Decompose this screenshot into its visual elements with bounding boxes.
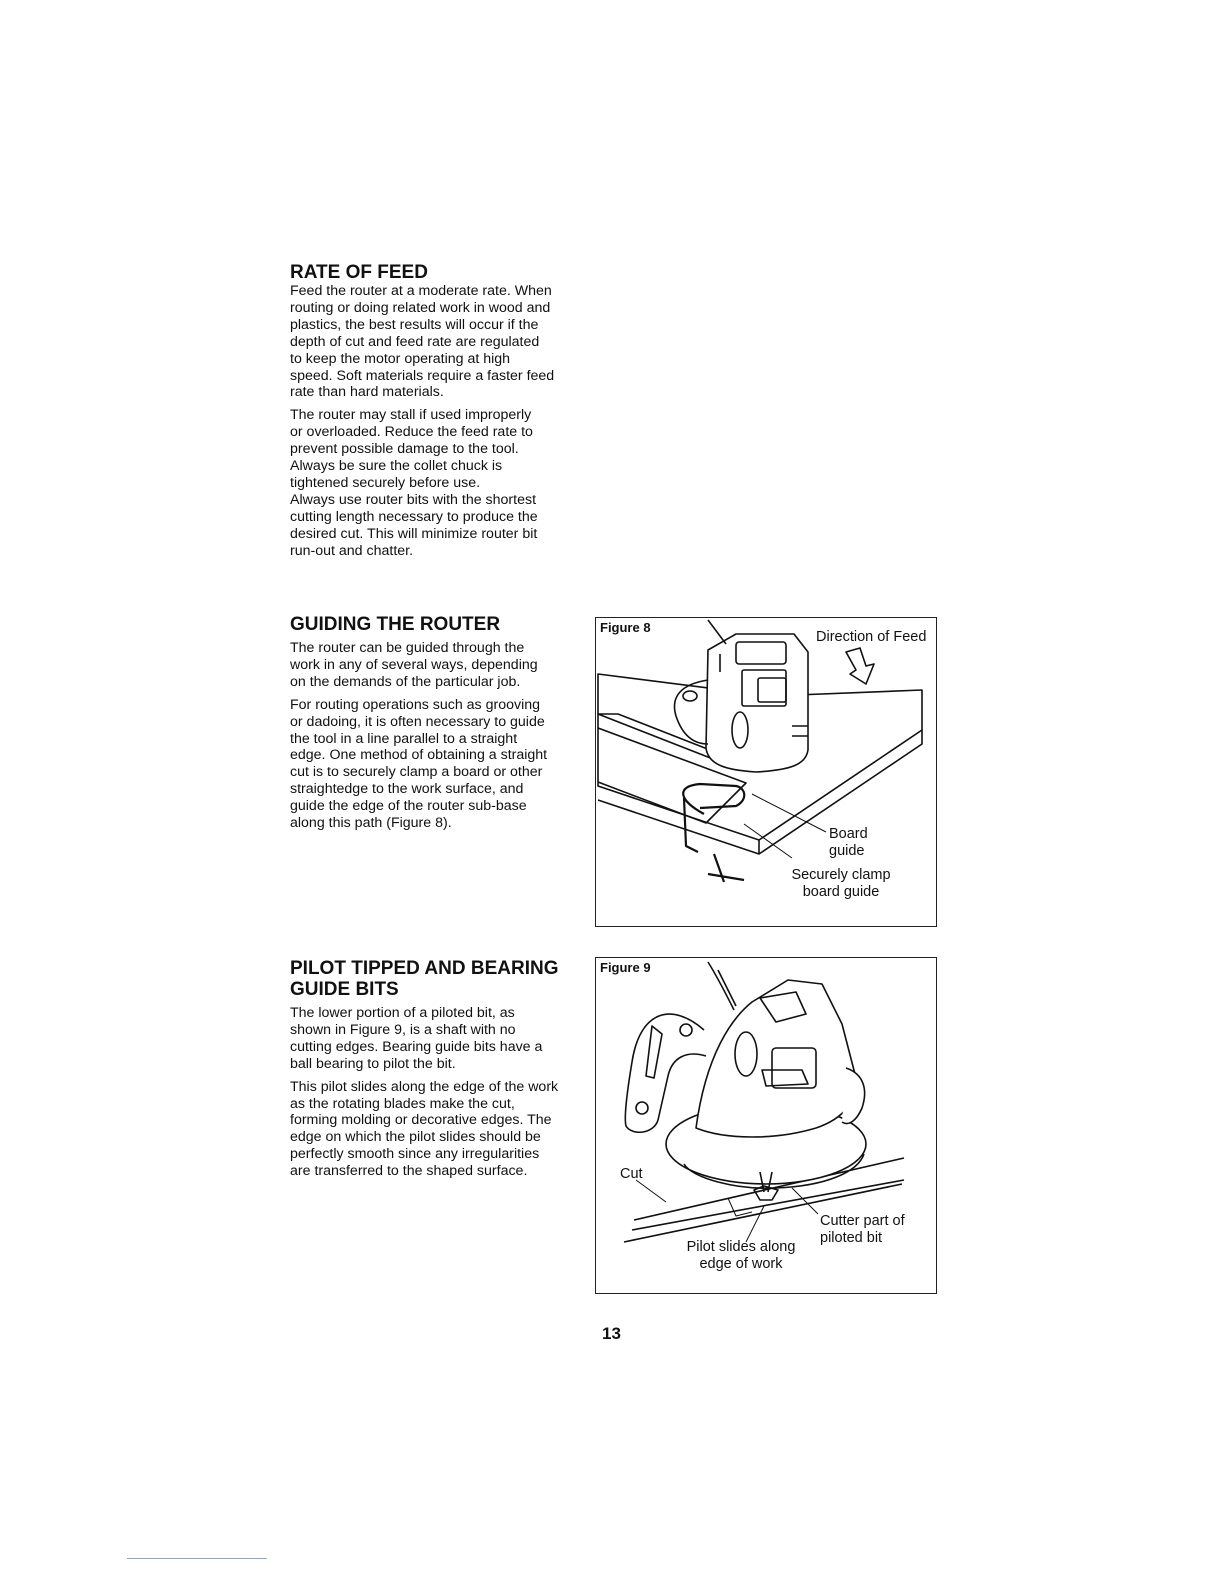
guiding-router-heading: GUIDING THE ROUTER [290,614,501,635]
figure-8 [595,617,937,927]
pilot-bits-heading: PILOT TIPPED AND BEARING GUIDE BITS [290,958,559,1000]
figure-9-cut-callout: Cut [620,1166,643,1182]
pilot-bits-paragraph-2: This pilot slides along the edge of the work as the rotating blades make the cut, forming molding or decorative edges. The edge on which the pilot slides should be perfectly smooth since any irregularities are transferred to the shaped surface. [290,1078,559,1180]
figure-9-label: Figure 9 [600,960,651,975]
rate-of-feed-heading: RATE OF FEED [290,262,428,283]
guiding-router-body [290,640,580,832]
page-number: 13 [602,1324,621,1343]
guiding-router-paragraph-2: For routing operations such as grooving or dadoing, it is often necessary to guide the tool in a line parallel to a straight edge. One method of obtaining a straight cut is to securely clamp a board or other straightedge to the work surface, and guide the edge of the router sub-base along this path (Figure 8). [290,696,548,832]
figure-8-clamp-callout: Securely clamp board guide [791,867,891,900]
figure-9 [595,957,937,1294]
pilot-bits-paragraph-1: The lower portion of a piloted bit, as shown in Figure 9, is a shaft with no cutting edges. Bearing guide bits have a ball bearing to pilot the bit. [290,1005,543,1072]
figure-8-direction-callout: Direction of Feed [816,629,927,645]
figure-8-label: Figure 8 [600,620,651,635]
figure-8-board-guide-callout: Board guide [829,826,868,859]
page-edge-rule [127,1558,267,1559]
pilot-bits-body [290,1005,585,1180]
figure-9-cutter-callout: Cutter part of piloted bit [820,1213,905,1246]
rate-of-feed-body [290,283,590,560]
rate-of-feed-paragraph-2: The router may stall if used improperly or overloaded. Reduce the feed rate to prevent possible damage to the tool. Always be sure the collet chuck is tightened securely before use. Always use router bits with the shortest cutting length necessary to produce the desired cut. This will minimize router bit run-out and chatter. [290,407,538,559]
guiding-router-paragraph-1: The router can be guided through the work in any of several ways, depending on the demands of the particular job. [290,640,538,690]
figure-9-pilot-callout: Pilot slides along edge of work [686,1239,796,1272]
rate-of-feed-paragraph-1: Feed the router at a moderate rate. When routing or doing related work in wood and plastics, the best results will occur if the depth of cut and feed rate are regulated to keep the motor operating at high speed. Soft materials require a faster feed rate than hard materials. [290,283,555,401]
